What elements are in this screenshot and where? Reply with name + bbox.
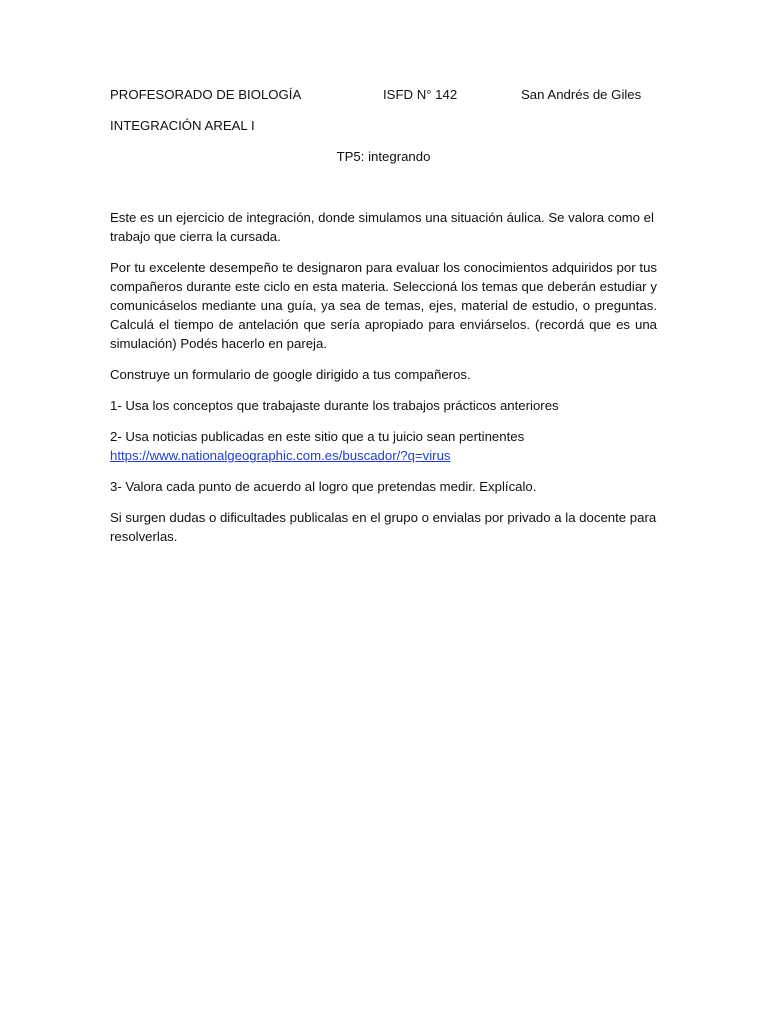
national-geographic-link[interactable]: https://www.nationalgeographic.com.es/buscador/?q=virus xyxy=(110,448,451,463)
closing-paragraph: Si surgen dudas o dificultades publicalas en el grupo o envialas por privado a la docente para resolverlas. xyxy=(110,510,657,544)
document-body xyxy=(110,208,657,558)
institute-code: ISFD N° 142 xyxy=(383,87,458,102)
subject-title: INTEGRACIÓN AREAL I xyxy=(110,118,255,133)
location-name: San Andrés de Giles xyxy=(521,87,642,102)
intro-paragraph: Este es un ejercicio de integración, donde simulamos una situación áulica. Se valora como el trabajo que cierra la cursada. xyxy=(110,210,654,244)
program-name: PROFESORADO DE BIOLOGÍA xyxy=(110,87,302,102)
step-1-paragraph: 1- Usa los conceptos que trabajaste durante los trabajos prácticos anteriores xyxy=(110,398,559,413)
step-2-text: 2- Usa noticias publicadas en este sitio que a tu juicio sean pertinentes xyxy=(110,429,525,444)
scenario-paragraph: Por tu excelente desempeño te designaron para evaluar los conocimientos adquiridos por tus compañeros durante este ciclo en esta materia. Seleccioná los temas que deberán estudiar y comunicáselos mediante una guía, ya sea de temas, ejes, material de estudio, o preguntas. Calculá el tiempo de antelación que sería apropiado para enviárselos. (recordá que es una simulación) Podés hacerlo en pareja. xyxy=(110,260,657,351)
step-2-paragraph xyxy=(110,427,657,465)
form-instruction-paragraph: Construye un formulario de google dirigido a tus compañeros. xyxy=(110,367,471,382)
document-header xyxy=(110,85,657,105)
step-3-paragraph: 3- Valora cada punto de acuerdo al logro que pretendas medir. Explícalo. xyxy=(110,479,537,494)
assignment-title: TP5: integrando xyxy=(336,149,431,164)
